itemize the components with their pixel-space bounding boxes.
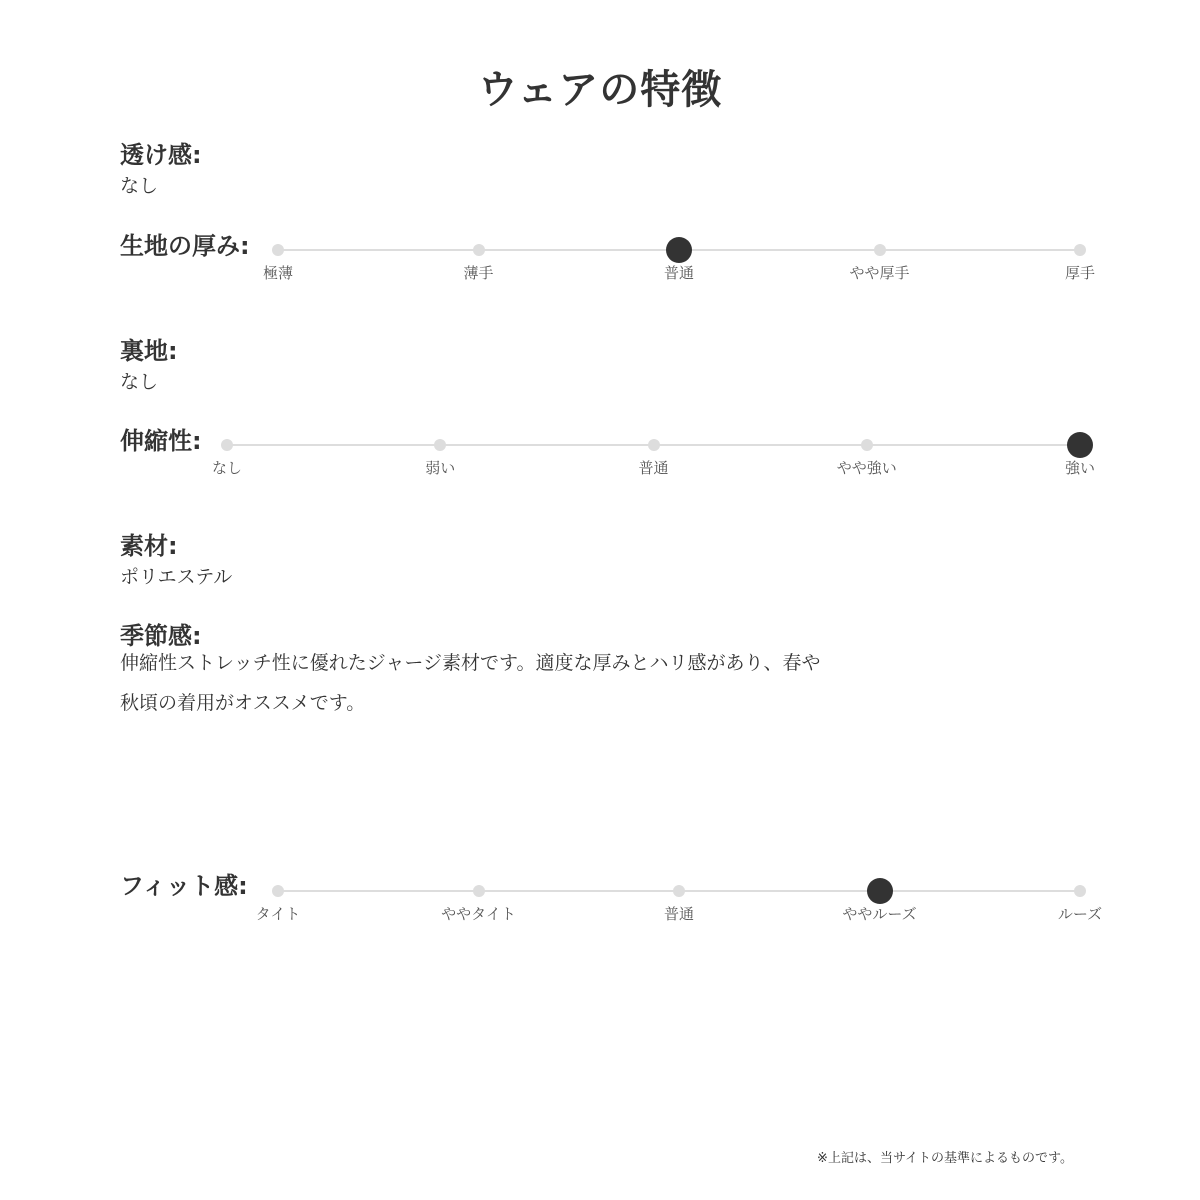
season-label: 季節感:	[120, 622, 202, 650]
lining-label: 裏地:	[120, 337, 178, 365]
scale-option-label: 極薄	[262, 264, 294, 282]
scale-dot	[473, 244, 485, 256]
scale-dot	[673, 885, 685, 897]
scale-dot	[648, 439, 660, 451]
material-label: 素材:	[120, 532, 178, 560]
scale-dot	[874, 244, 886, 256]
page-title: ウェアの特徴	[477, 67, 723, 113]
scale-option-label: 厚手	[1064, 264, 1096, 282]
scale-option-label: ややルーズ	[842, 905, 917, 923]
material-value: ポリエステル	[120, 566, 233, 588]
scale-option-label: なし	[211, 459, 243, 477]
lining-value: なし	[120, 371, 159, 393]
scale-dot-selected	[666, 237, 692, 263]
scale-dot	[861, 439, 873, 451]
footnote: ※上記は、当サイトの基準によるものです。	[817, 1151, 1073, 1166]
season-line-2: 秋頃の着用がオススメです。	[120, 692, 366, 714]
scale-dot	[1074, 885, 1086, 897]
season-description	[120, 643, 920, 723]
thickness-scale	[262, 249, 1096, 299]
scale-option-label: 強い	[1064, 459, 1096, 477]
scale-option-label: 普通	[638, 459, 669, 477]
scale-dot	[221, 439, 233, 451]
scale-option-label: 薄手	[463, 264, 494, 282]
scale-dot	[1074, 244, 1086, 256]
fit-scale	[255, 890, 1103, 940]
scale-option-label: ややタイト	[441, 905, 516, 923]
scale-option-label: ルーズ	[1057, 905, 1103, 923]
scale-dot-selected	[1067, 432, 1093, 458]
sheer-value: なし	[120, 175, 159, 197]
scale-dot	[473, 885, 485, 897]
scale-option-label: 普通	[663, 264, 695, 282]
stretch-scale	[211, 444, 1096, 494]
sheer-label: 透け感:	[120, 141, 202, 169]
scale-option-label: 普通	[663, 905, 695, 923]
scale-option-label: やや強い	[836, 459, 897, 477]
scale-option-label: タイト	[255, 905, 301, 923]
scale-option-label: 弱い	[425, 459, 456, 477]
scale-option-label: やや厚手	[849, 264, 910, 282]
thickness-label: 生地の厚み:	[120, 232, 250, 260]
scale-dot	[434, 439, 446, 451]
fit-label: フィット感:	[120, 872, 248, 900]
scale-dot-selected	[867, 878, 893, 904]
stretch-label: 伸縮性:	[120, 427, 202, 455]
season-line-1: 伸縮性ストレッチ性に優れたジャージ素材です。適度な厚みとハリ感があり、春や	[120, 652, 821, 674]
scale-dot	[272, 244, 284, 256]
scale-dot	[272, 885, 284, 897]
